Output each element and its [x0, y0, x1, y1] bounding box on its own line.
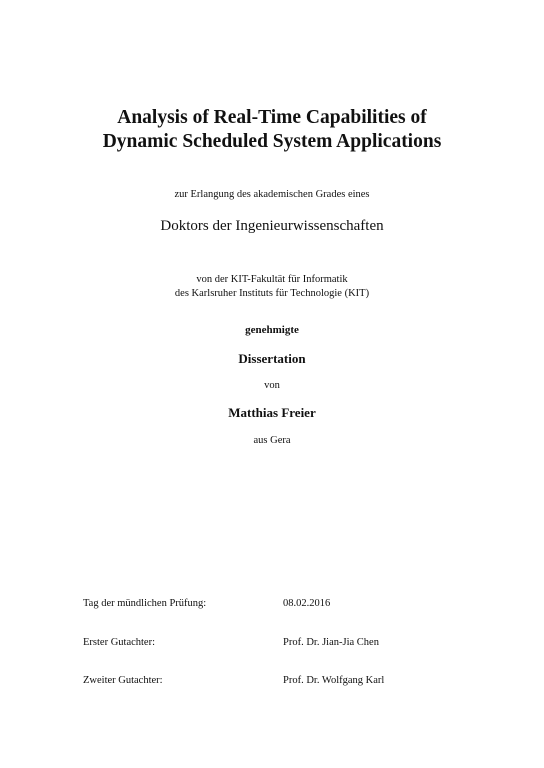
thesis-title-line-1: Analysis of Real-Time Capabilities of — [117, 107, 427, 128]
faculty-line-2: des Karlsruher Instituts für Technologie (KIT) — [174, 288, 370, 299]
first-reviewer-label: Erster Gutachter: — [83, 637, 156, 648]
degree-name: Doktors der Ingenieurwissenschaften — [160, 218, 384, 234]
author-name: Matthias Freier — [228, 405, 316, 420]
by-label: von — [264, 380, 280, 391]
thesis-title-line-2: Dynamic Scheduled System Applications — [102, 131, 442, 152]
document-type: Dissertation — [238, 351, 306, 366]
approved-label: genehmigte — [245, 324, 299, 336]
second-reviewer-label: Zweiter Gutachter: — [83, 675, 163, 686]
exam-date-value: 08.02.2016 — [283, 598, 331, 609]
faculty-line-1: von der KIT-Fakultät für Informatik — [196, 274, 348, 285]
author-origin: aus Gera — [253, 435, 291, 446]
degree-purpose: zur Erlangung des akademischen Grades eines — [174, 189, 370, 200]
second-reviewer-value: Prof. Dr. Wolfgang Karl — [283, 675, 385, 686]
exam-date-label: Tag der mündlichen Prüfung: — [83, 598, 207, 609]
first-reviewer-value: Prof. Dr. Jian-Jia Chen — [283, 637, 379, 648]
